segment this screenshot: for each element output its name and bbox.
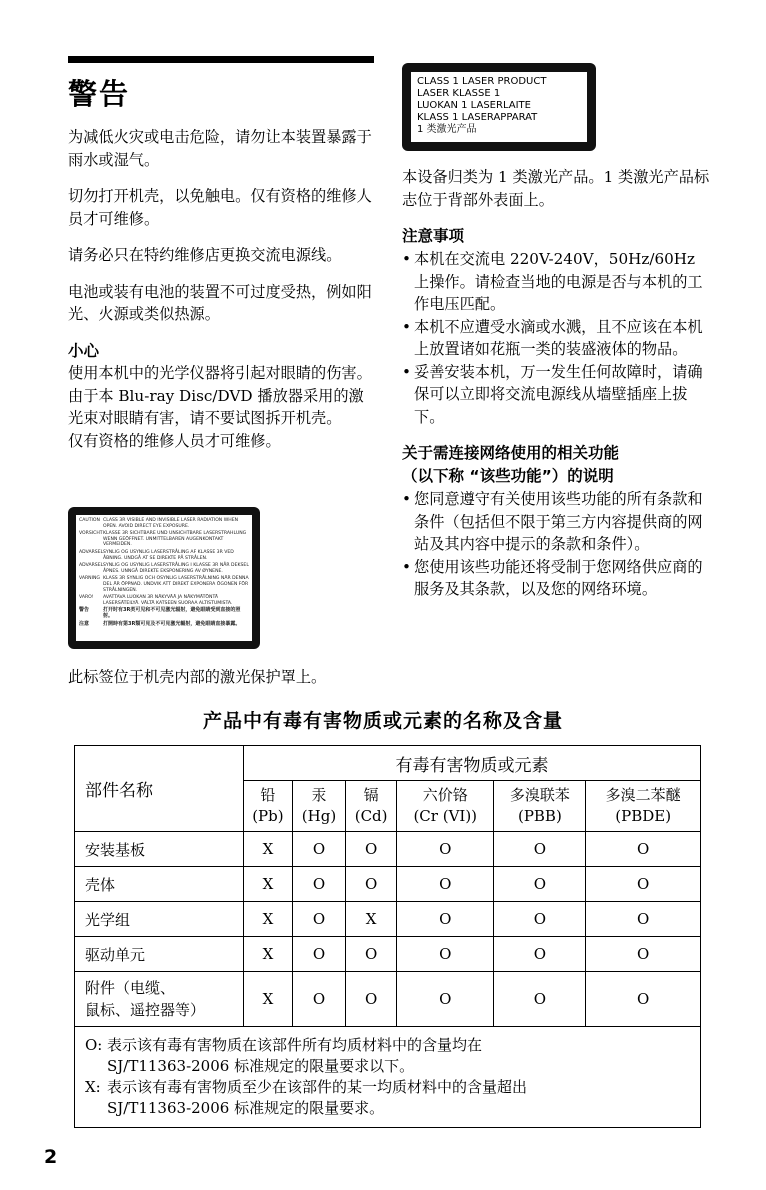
- notes-list: [402, 248, 712, 428]
- warning-label-row: [79, 550, 249, 561]
- part-name: 驱动单元: [85, 945, 146, 964]
- laser-warning-label-body: [76, 515, 252, 641]
- part-name: 安装基板: [85, 840, 146, 859]
- laser-label-line: LUOKAN 1 LASERLAITE: [417, 100, 531, 111]
- warning-label-text: 打開時有第3R類可見及不可見激光輻射，避免眼睛直接暴露。: [103, 620, 241, 627]
- caution-text: 使用本机中的光学仪器将引起对眼睛的伤害。由于本 Blu-ray Disc/DVD 播放器采用的激光束对眼睛有害，请不要试图拆开机壳。: [68, 364, 372, 427]
- network-heading-line-1: 关于需连接网络使用的相关功能: [402, 444, 620, 462]
- warning-label-key: VORSICHT: [79, 531, 103, 537]
- list-item: • 妥善安装本机，万一发生任何故障时，请确保可以立即将交流电源线从墙壁插座上拔下。: [402, 361, 712, 429]
- warning-label-key: ADVARSEL: [79, 549, 104, 555]
- warning-label-key: VARNING: [79, 576, 100, 582]
- warning-label-key: 注意: [79, 620, 90, 627]
- note-text: 表示该有毒有害物质在该部件所有均质材料中的含量均在: [107, 1036, 483, 1054]
- class1-laser-label-body: [411, 72, 587, 142]
- substance-name: 多溴二苯醚: [605, 786, 681, 804]
- part-name-cell: [75, 972, 244, 1027]
- table-notes-row: [75, 1027, 701, 1128]
- label-caption: 此标签位于机壳内部的激光保护罩上。: [68, 668, 327, 686]
- note-line: [85, 1035, 690, 1056]
- substance-symbol: (Pb): [252, 807, 284, 825]
- substance-symbol: (Cd): [354, 807, 388, 825]
- table-title: 产品中有毒有害物质或元素的名称及含量: [202, 710, 563, 732]
- note-text-continued: SJ/T11363-2006 标准规定的限量要求以下。: [107, 1057, 415, 1075]
- substance-value-cell: O: [586, 902, 701, 937]
- warning-label-text: CLASS 3R VISIBLE AND INVISIBLE LASER RADIATION WHEN OPEN. AVOID DIRECT EYE EXPOSURE.: [103, 518, 239, 529]
- substance-value-cell: X: [244, 832, 293, 867]
- warning-label-text: SYNLIG OG USYNLIG LASERSTRÅLING I KLASSE 3R NÅR DEKSEL ÅPNES. UNNGÅ DIREKTE EKSPONERING AV ØYNENE.: [103, 563, 249, 574]
- substance-name: 六价铬: [422, 786, 468, 804]
- note-text: 表示该有毒有害物质至少在该部件的某一均质材料中的含量超出: [107, 1078, 528, 1096]
- warning-paragraph-3: 请务必只在特约维修店更换交流电源线。: [68, 246, 342, 264]
- substance-value-cell: O: [346, 832, 397, 867]
- table-row: [75, 972, 701, 1027]
- left-column: [68, 126, 378, 452]
- warning-label-text: KLASS 3R SYNLIG OCH OSYNLIG LASERSTRÅLNING NÄR DENNA DEL ÄR ÖPPNAD. UNDVIK ATT DIREKT EXPONERA ÖGONEN FÖR STRÅLNINGEN.: [103, 576, 249, 593]
- warning-label-row: [79, 608, 249, 619]
- substance-value-cell: X: [244, 937, 293, 972]
- right-column: [402, 166, 712, 615]
- substance-value-cell: O: [397, 867, 494, 902]
- warning-label-row: [79, 531, 249, 548]
- warning-label-text: KLASSE 3R SICHTBARE UND UNSICHTBARE LASERSTRAHLUNG WENN GEÖFFNET. UNMITTELBAREN AUGENKONTAKT VERMEIDEN.: [103, 531, 247, 548]
- network-list: [402, 488, 712, 601]
- substance-column-header: [397, 781, 494, 832]
- substance-value-cell: O: [292, 867, 345, 902]
- substance-column-header: [292, 781, 345, 832]
- part-name-cell: [75, 867, 244, 902]
- substance-name: 铅: [260, 786, 276, 804]
- table-row: [75, 902, 701, 937]
- substance-value-cell: O: [494, 832, 586, 867]
- substance-value-cell: O: [397, 902, 494, 937]
- warning-label-row: [79, 622, 249, 628]
- heading-rule: [68, 56, 374, 63]
- table-row: [75, 867, 701, 902]
- substance-value-cell: O: [494, 902, 586, 937]
- warning-label-text: AVATTAVA LUOKAN 3R NÄKYVÄÄ JA NÄKYMÄTÖNTÄ LASERSÄTEILYÄ. VÄLTÄ KATSEEN SUORAA ALTISTUMISTA.: [103, 595, 233, 606]
- warning-label-key: VARO!: [79, 595, 94, 601]
- table-row: [75, 832, 701, 867]
- substance-value-cell: O: [346, 972, 397, 1027]
- laser-warning-label: [68, 507, 260, 649]
- list-item: • 本机不应遭受水滴或水溅，且不应该在本机上放置诸如花瓶一类的装盛液体的物品。: [402, 316, 712, 361]
- substance-value-cell: X: [244, 972, 293, 1027]
- substance-value-cell: O: [346, 867, 397, 902]
- table-row: [75, 937, 701, 972]
- list-item: • 您使用该些功能还将受制于您网络供应商的服务及其条款，以及您的网络环境。: [402, 556, 712, 601]
- substance-value-cell: O: [292, 972, 345, 1027]
- substance-value-cell: O: [494, 972, 586, 1027]
- substance-column-header: [494, 781, 586, 832]
- network-heading-line-2: （以下称 “该些功能”）的说明: [402, 467, 614, 485]
- part-name-cell: [75, 832, 244, 867]
- substance-column-header: [346, 781, 397, 832]
- list-item: • 您同意遵守有关使用该些功能的所有条款和条件（包括但不限于第三方内容提供商的网站及其内容中提示的条款和条件）。: [402, 488, 712, 556]
- laser-label-line: LASER KLASSE 1: [417, 88, 501, 99]
- substance-column-header: [244, 781, 293, 832]
- notes-heading: 注意事项: [402, 227, 465, 245]
- substance-value-cell: O: [292, 832, 345, 867]
- laser-label-line: CLASS 1 LASER PRODUCT: [417, 76, 547, 87]
- page-title: 警告: [68, 77, 131, 111]
- substance-symbol: (PBB): [517, 807, 562, 825]
- warning-label-key: 警告: [79, 607, 90, 614]
- part-name: 光学组: [85, 910, 131, 929]
- substance-value-cell: X: [244, 867, 293, 902]
- warning-label-row: [79, 576, 249, 593]
- substance-value-cell: X: [244, 902, 293, 937]
- part-name-header: 部件名称: [75, 746, 244, 832]
- substance-value-cell: O: [494, 937, 586, 972]
- substance-value-cell: O: [586, 937, 701, 972]
- warning-paragraph-4: 电池或装有电池的装置不可过度受热，例如阳光、火源或类似热源。: [68, 282, 372, 323]
- page-number: 2: [44, 1146, 58, 1168]
- substance-symbol: (Cr (VI)): [413, 807, 478, 825]
- table-header-row: [75, 746, 701, 781]
- substance-value-cell: O: [292, 937, 345, 972]
- part-name: 壳体: [85, 875, 116, 894]
- substance-name: 汞: [311, 786, 327, 804]
- part-name: 附件（电缆、: [85, 979, 176, 997]
- substance-value-cell: O: [397, 972, 494, 1027]
- substance-value-cell: O: [586, 867, 701, 902]
- warning-paragraph-1: 为减低火灾或电击危险，请勿让本装置暴露于雨水或湿气。: [68, 128, 372, 169]
- part-name-cell: [75, 937, 244, 972]
- laser-label-line: KLASS 1 LASERAPPARAT: [417, 112, 538, 123]
- note-key: X:: [85, 1078, 101, 1096]
- warning-label-text: 打开时有3R类可见和不可见激光辐射，避免眼睛受到直接的照射。: [103, 607, 241, 619]
- list-item: • 本机在交流电 220V-240V，50Hz/60Hz 上操作。请检查当地的电源是否与本机的工作电压匹配。: [402, 248, 712, 316]
- substance-value-cell: X: [346, 902, 397, 937]
- substance-value-cell: O: [292, 902, 345, 937]
- substance-value-cell: O: [397, 832, 494, 867]
- warning-label-key: ADVARSEL: [79, 563, 104, 569]
- warning-paragraph-2: 切勿打开机壳，以免触电。仅有资格的维修人员才可维修。: [68, 187, 372, 228]
- warning-label-row: [79, 563, 249, 574]
- table-notes: [75, 1027, 701, 1128]
- substance-symbol: (Hg): [301, 807, 337, 825]
- substance-symbol: (PBDE): [615, 807, 672, 825]
- substance-group-header: 有毒有害物质或元素: [244, 746, 701, 781]
- part-name-cell: [75, 902, 244, 937]
- laser-class-paragraph: 本设备归类为 1 类激光产品。1 类激光产品标志位于背部外表面上。: [402, 168, 710, 209]
- substance-column-header: [586, 781, 701, 832]
- substance-name: 镉: [363, 786, 379, 804]
- part-name-line-2: 鼠标、遥控器等）: [85, 1001, 206, 1019]
- caution-heading: 小心: [68, 341, 100, 360]
- substance-value-cell: O: [586, 972, 701, 1027]
- warning-label-key: CAUTION: [79, 518, 100, 523]
- laser-label-line: 1 类激光产品: [417, 124, 477, 135]
- substance-value-cell: O: [346, 937, 397, 972]
- substance-value-cell: O: [494, 867, 586, 902]
- note-text-continued: SJ/T11363-2006 标准规定的限量要求。: [107, 1099, 385, 1117]
- class1-laser-label: [402, 63, 596, 151]
- warning-label-text: SYNLIG OG USYNLIG LASERSTRÅLING AF KLASSE 3R VED ÅBNING. UNDGÅ AT SE DIREKTE PÅ STRÅLEN.: [103, 549, 234, 561]
- hazardous-substances-table: [74, 745, 701, 1128]
- substance-value-cell: O: [397, 937, 494, 972]
- caution-text-2: 仅有资格的维修人员才可维修。: [68, 431, 281, 450]
- substance-value-cell: O: [586, 832, 701, 867]
- note-line: [85, 1077, 690, 1098]
- warning-label-row: [79, 518, 249, 529]
- note-key: O:: [85, 1036, 103, 1054]
- substance-name: 多溴联苯: [509, 786, 570, 804]
- warning-label-row: [79, 595, 249, 606]
